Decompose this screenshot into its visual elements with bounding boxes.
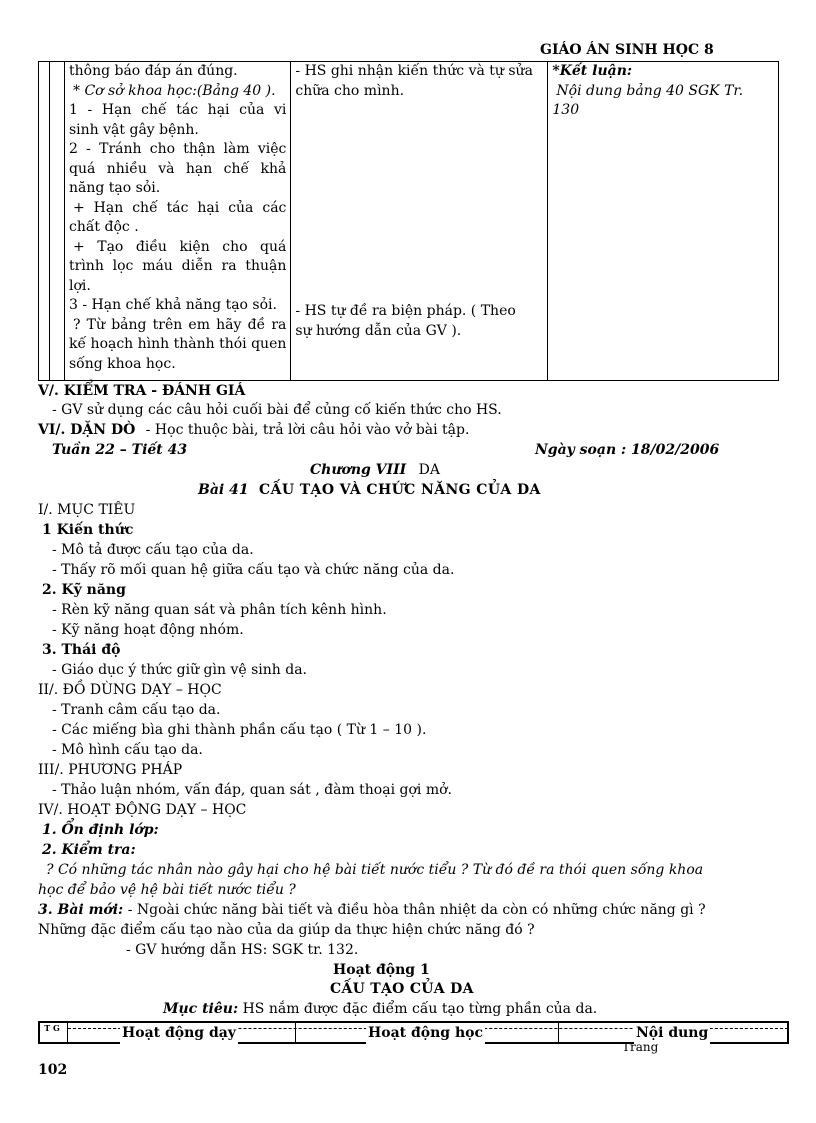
method-title: III/. PHƯƠNG PHÁP bbox=[38, 762, 183, 778]
attitude-title: 3. Thái độ bbox=[42, 642, 121, 658]
text-line: sinh vật gây bệnh. bbox=[69, 121, 199, 138]
activity-table-header bbox=[38, 1021, 789, 1044]
lesson-label: Bài 41 bbox=[198, 482, 249, 498]
content-cell bbox=[548, 62, 779, 381]
text-line: - HS ghi nhận kiến thức và tự sửa bbox=[295, 63, 533, 79]
knowledge-item: - Thấy rõ mối quan hệ giữa cấu tạo và chức năng của da. bbox=[52, 562, 455, 578]
text-line: 130 bbox=[552, 102, 580, 118]
text-line: + Tạo điều kiện cho quá bbox=[73, 238, 287, 255]
text-line: ? Từ bảng trên em hãy đề ra bbox=[73, 316, 287, 333]
text-line: năng tạo sỏi. bbox=[69, 180, 161, 196]
text-line: trình lọc máu diễn ra thuận bbox=[69, 258, 287, 274]
page-number: 102 bbox=[38, 1062, 68, 1078]
text-line: sống khoa học. bbox=[69, 355, 176, 372]
lesson-heading bbox=[198, 481, 541, 501]
section-5-text: - GV sử dụng các câu hỏi cuối bài để củng cố kiến thức cho HS. bbox=[52, 402, 502, 418]
section-6-text: - Học thuộc bài, trả lời câu hỏi vào vở bài tập. bbox=[145, 422, 470, 438]
knowledge-item: - Mô tả được cấu tạo của da. bbox=[52, 542, 254, 558]
review-question-line-2: học để bảo vệ hệ bài tiết nước tiểu ? bbox=[38, 882, 296, 898]
step-3-line-3: - GV hướng dẫn HS: SGK tr. 132. bbox=[126, 942, 359, 958]
text-line: 1 - Hạn chế tác hại của vi bbox=[69, 102, 287, 118]
step-1: 1. Ổn định lớp: bbox=[42, 822, 159, 838]
teaching-activity-header: Hoạt động dạy bbox=[120, 1024, 238, 1044]
step-3-text: - Ngoài chức năng bài tiết và điều hòa thân nhiệt da còn có những chức năng gì ? bbox=[127, 902, 706, 918]
equipment-title: II/. ĐỒ DÙNG DẠY – HỌC bbox=[38, 682, 222, 698]
review-question-line-1: ? Có những tác nhân nào gây hại cho hệ bài tiết nước tiểu ? Từ đó đề ra thói quen sống khoa bbox=[46, 862, 704, 878]
knowledge-title: 1 Kiến thức bbox=[42, 522, 134, 538]
text-line: 2 - Tránh cho thận làm việc bbox=[69, 141, 287, 157]
week-lesson: Tuần 22 – Tiết 43 bbox=[52, 442, 188, 458]
equipment-item: - Các miếng bìa ghi thành phần cấu tạo ( Từ 1 – 10 ). bbox=[52, 722, 427, 738]
method-text: - Thảo luận nhóm, vấn đáp, quan sát , đàm thoại gợi mở. bbox=[52, 782, 452, 798]
chapter-name: DA bbox=[418, 462, 440, 478]
section-6-title: VI/. DẶN DÒ bbox=[38, 422, 136, 438]
skills-title: 2. Kỹ năng bbox=[42, 582, 126, 598]
content-table-continued bbox=[38, 61, 779, 381]
teacher-activity-cell bbox=[65, 62, 291, 381]
prepared-date: Ngày soạn : 18/02/2006 bbox=[535, 442, 720, 458]
tg-column bbox=[39, 62, 65, 381]
text-line: thông báo đáp án đúng. bbox=[69, 63, 238, 79]
step-3-line-2: Những đặc điểm cấu tạo nào của da giúp da thực hiện chức năng đó ? bbox=[38, 922, 535, 938]
tg-header: T G bbox=[44, 1023, 60, 1033]
equipment-item: - Tranh câm cấu tạo da. bbox=[52, 702, 221, 718]
page-label: Trang bbox=[622, 1040, 659, 1054]
text-line: chữa cho mình. bbox=[295, 82, 405, 99]
step-3-label: 3. Bài mới: bbox=[38, 902, 124, 918]
text-line: chất độc . bbox=[69, 219, 139, 235]
section-5-title: V/. KIỂM TRA - ĐÁNH GIÁ bbox=[38, 383, 246, 399]
step-3-row bbox=[38, 901, 706, 921]
conclusion-title: *Kết luận: bbox=[552, 63, 633, 79]
text-line: - HS tự đề ra biện pháp. ( Theo bbox=[295, 303, 516, 319]
text-line: + Hạn chế tác hại của các bbox=[73, 199, 287, 216]
activity-1-subtitle: CẤU TẠO CỦA DA bbox=[330, 981, 474, 997]
lesson-title: CẤU TẠO VÀ CHỨC NĂNG CỦA DA bbox=[259, 482, 541, 498]
activity-1-goal bbox=[163, 1000, 597, 1020]
skills-item: - Kỹ năng hoạt động nhóm. bbox=[52, 622, 244, 638]
activities-title: IV/. HOẠT ĐỘNG DẠY – HỌC bbox=[38, 802, 247, 818]
student-activity-cell bbox=[291, 62, 548, 381]
content-header: Nội dung bbox=[634, 1024, 710, 1044]
section-6-row bbox=[38, 421, 469, 441]
equipment-item: - Mô hình cấu tạo da. bbox=[52, 742, 203, 758]
text-line: * Cơ sở khoa học:(Bảng 40 ). bbox=[73, 82, 276, 99]
goal-label: Mục tiêu: bbox=[163, 1001, 239, 1017]
text-line: quá nhiều và hạn chế khả bbox=[69, 160, 287, 177]
text-line: lợi. bbox=[69, 277, 91, 294]
goal-text: HS nắm được đặc điểm cấu tạo từng phần của da. bbox=[242, 1001, 598, 1017]
skills-item: - Rèn kỹ năng quan sát và phân tích kênh hình. bbox=[52, 602, 387, 618]
text-line: 3 - Hạn chế khả năng tạo sỏi. bbox=[69, 297, 277, 313]
activity-1-title: Hoạt động 1 bbox=[333, 962, 430, 978]
attitude-item: - Giáo dục ý thức giữ gìn vệ sinh da. bbox=[52, 662, 308, 678]
learning-activity-header: Hoạt động học bbox=[366, 1024, 485, 1044]
step-2: 2. Kiểm tra: bbox=[42, 842, 136, 858]
objectives-title: I/. MỤC TIÊU bbox=[38, 502, 136, 518]
text-line: Nội dung bảng 40 SGK Tr. bbox=[556, 82, 744, 99]
text-line: sự hướng dẫn của GV ). bbox=[295, 322, 462, 339]
chapter-label: Chương VIII bbox=[310, 462, 407, 478]
document-header-title: GIÁO ÁN SINH HỌC 8 bbox=[540, 42, 714, 58]
chapter-heading bbox=[310, 461, 440, 481]
text-line: kế hoạch hình thành thói quen bbox=[69, 336, 287, 352]
